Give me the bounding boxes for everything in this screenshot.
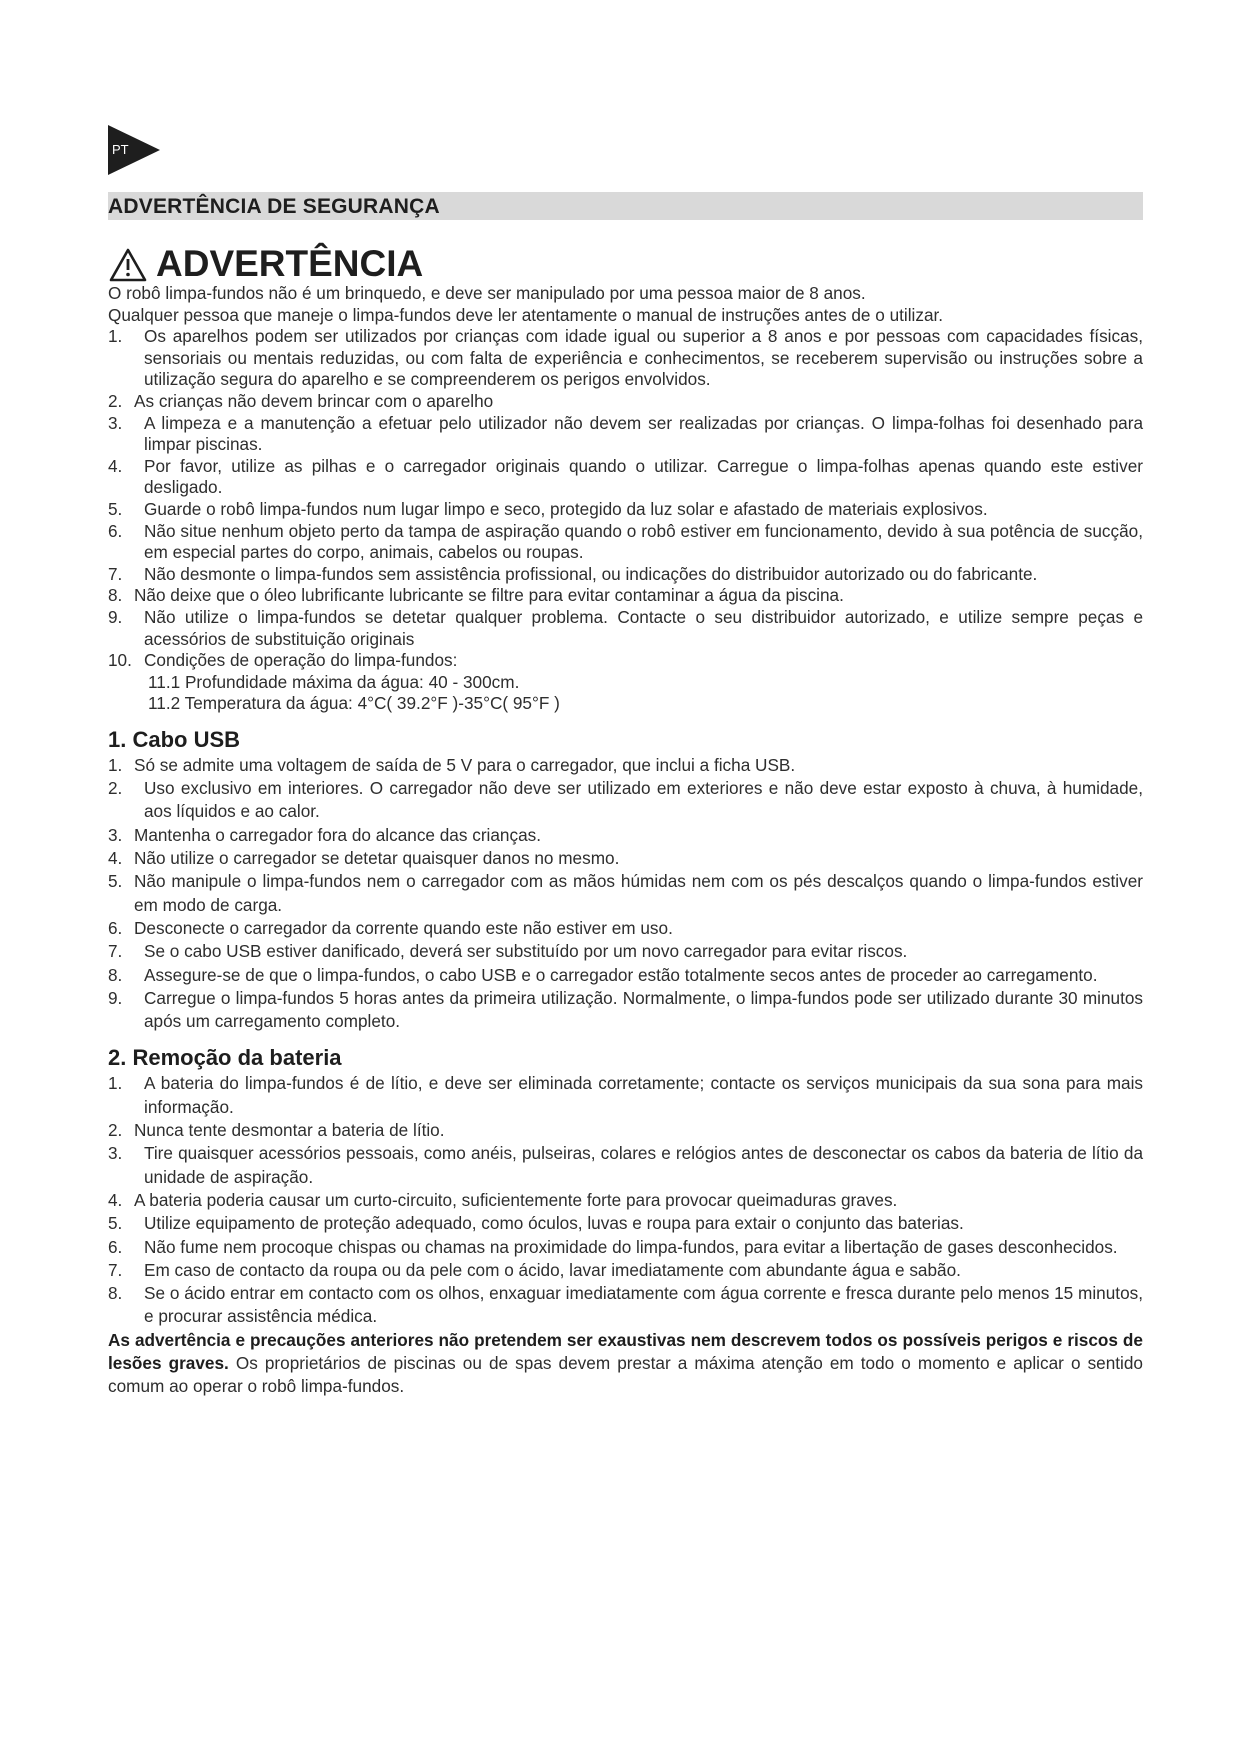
warning-title: ADVERTÊNCIA (156, 243, 424, 284)
list-item: 2. Nunca tente desmontar a bateria de lítio. (108, 1120, 445, 1141)
section-title: ADVERTÊNCIA DE SEGURANÇA (108, 195, 440, 218)
list-item: 2. Uso exclusivo em interiores. O carregador não deve ser utilizado em exteriores e não deve estar exposto à chuva, à humidade, aos líquidos e ao calor. (108, 778, 1143, 822)
closing-note (108, 1329, 1143, 1398)
list-item: 5. Utilize equipamento de proteção adequado, como óculos, luvas e roupa para extair o conjunto das baterias. (108, 1213, 964, 1234)
list-item: 4. A bateria poderia causar um curto-circuito, suficientemente forte para provocar queimaduras graves. (108, 1189, 898, 1210)
list-item: 3. A limpeza e a manutenção a efetuar pelo utilizador não devem ser realizadas por crianças. O limpa-folhas foi desenhado para limpar piscinas. (108, 412, 1143, 455)
list-item: 10. Condições de operação do limpa-fundos: (108, 650, 458, 671)
list-item: 7. Se o cabo USB estiver danificado, deverá ser substituído por um novo carregador para evitar riscos. (108, 941, 908, 962)
list-item: 8. Se o ácido entrar em contacto com os olhos, enxaguar imediatamente com água corrente e fresca durante pelo menos 15 minutos, e procurar assistência médica. (108, 1283, 1143, 1327)
list-item: 6. Não fume nem procoque chispas ou chamas na proximidade do limpa-fundos, para evitar a libertação de gases desconhecidos. (108, 1236, 1118, 1257)
closing-note-text: Os proprietários de piscinas ou de spas devem prestar a máxima atenção em todo o momento e aplicar o sentido comum ao operar o robô limpa-fundos. (108, 1352, 1143, 1396)
list-item: 4. Não utilize o carregador se detetar quaisquer danos no mesmo. (108, 848, 620, 869)
section-title-bar (108, 192, 1143, 220)
usb-list (108, 754, 1143, 1034)
warning-triangle-icon (108, 247, 148, 283)
intro-line-1: O robô limpa-fundos não é um brinquedo, e deve ser manipulado por uma pessoa maior de 8 anos. (108, 283, 866, 303)
list-item: 5. Não manipule o limpa-fundos nem o carregador com as mãos húmidas nem com os pés descalços quando o limpa-fundos estiver em modo de carga. (108, 871, 1143, 915)
usb-section-title: 1. Cabo USB (108, 726, 241, 752)
closing-note-bold: As advertência e precauções anteriores não pretendem ser exaustivas nem descrevem todos os possíveis perigos e riscos de lesões graves. (108, 1329, 1143, 1373)
list-item: 6. Não situe nenhum objeto perto da tampa de aspiração quando o robô estiver em funcionamento, devido à sua potência de sucção, em especial partes do corpo, animais, cabelos ou roupas. (108, 520, 1143, 563)
list-item: 1. Os aparelhos podem ser utilizados por crianças com idade igual ou superior a 8 anos e por pessoas com capacidades físicas, sensoriais ou mentais reduzidas, ou com falta de experiência e conhecimentos, se receberem supervisão ou instruções sobre a utilização segura do aparelho e se compreenderem os perigos envolvidos. (108, 326, 1143, 390)
condition-temperature: 11.2 Temperatura da água: 4°C( 39.2°F )-35°C( 95°F ) (148, 693, 560, 714)
list-item: 9. Não utilize o limpa-fundos se detetar qualquer problema. Contacte o seu distribuidor autorizado, e utilize sempre peças e acessórios de substituição originais (108, 606, 1143, 649)
language-code: PT (112, 142, 129, 157)
content-body (108, 283, 1143, 1398)
list-item: 7. Não desmonte o limpa-fundos sem assistência profissional, ou indicações do distribuidor autorizado ou do fabricante. (108, 563, 1038, 584)
list-item: 2. As crianças não devem brincar com o aparelho (108, 390, 494, 411)
list-item: 7. Em caso de contacto da roupa ou da pele com o ácido, lavar imediatamente com abundante água e sabão. (108, 1259, 961, 1280)
battery-list (108, 1072, 1143, 1328)
list-item: 1. A bateria do limpa-fundos é de lítio, e deve ser eliminada corretamente; contacte os serviços municipais da sua sona para mais informação. (108, 1073, 1143, 1117)
operating-conditions (108, 672, 1143, 715)
list-item: 9. Carregue o limpa-fundos 5 horas antes da primeira utilização. Normalmente, o limpa-fundos pode ser utilizado durante 30 minutos após um carregamento completo. (108, 987, 1143, 1032)
intro-line-2: Qualquer pessoa que maneje o limpa-fundos deve ler atentamente o manual de instruções antes de o utilizar. (108, 304, 944, 325)
condition-depth: 11.1 Profundidade máxima da água: 40 - 300cm. (148, 671, 520, 692)
list-item: 3. Tire quaisquer acessórios pessoais, como anéis, pulseiras, colares e relógios antes de desconectar os cabos da bateria de lítio da unidade de aspiração. (108, 1143, 1143, 1187)
list-item: 8. Assegure-se de que o limpa-fundos, o cabo USB e o carregador estão totalmente secos antes de proceder ao carregamento. (108, 964, 1098, 985)
list-item: 3. Mantenha o carregador fora do alcance das crianças. (108, 824, 542, 845)
list-item: 4. Por favor, utilize as pilhas e o carregador originais quando o utilizar. Carregue o limpa-folhas apenas quando este estiver desligado. (108, 455, 1143, 498)
warnings-list (108, 326, 1143, 672)
language-tab (108, 125, 160, 175)
list-item: 6. Desconecte o carregador da corrente quando este não estiver em uso. (108, 917, 673, 938)
list-item: 8. Não deixe que o óleo lubrificante lubricante se filtre para evitar contaminar a água da piscina. (108, 585, 844, 606)
list-item: 1. Só se admite uma voltagem de saída de 5 V para o carregador, que inclui a ficha USB. (108, 754, 796, 775)
battery-section-title: 2. Remoção da bateria (108, 1045, 342, 1071)
list-item: 5. Guarde o robô limpa-fundos num lugar limpo e seco, protegido da luz solar e afastado de materiais explosivos. (108, 498, 988, 519)
